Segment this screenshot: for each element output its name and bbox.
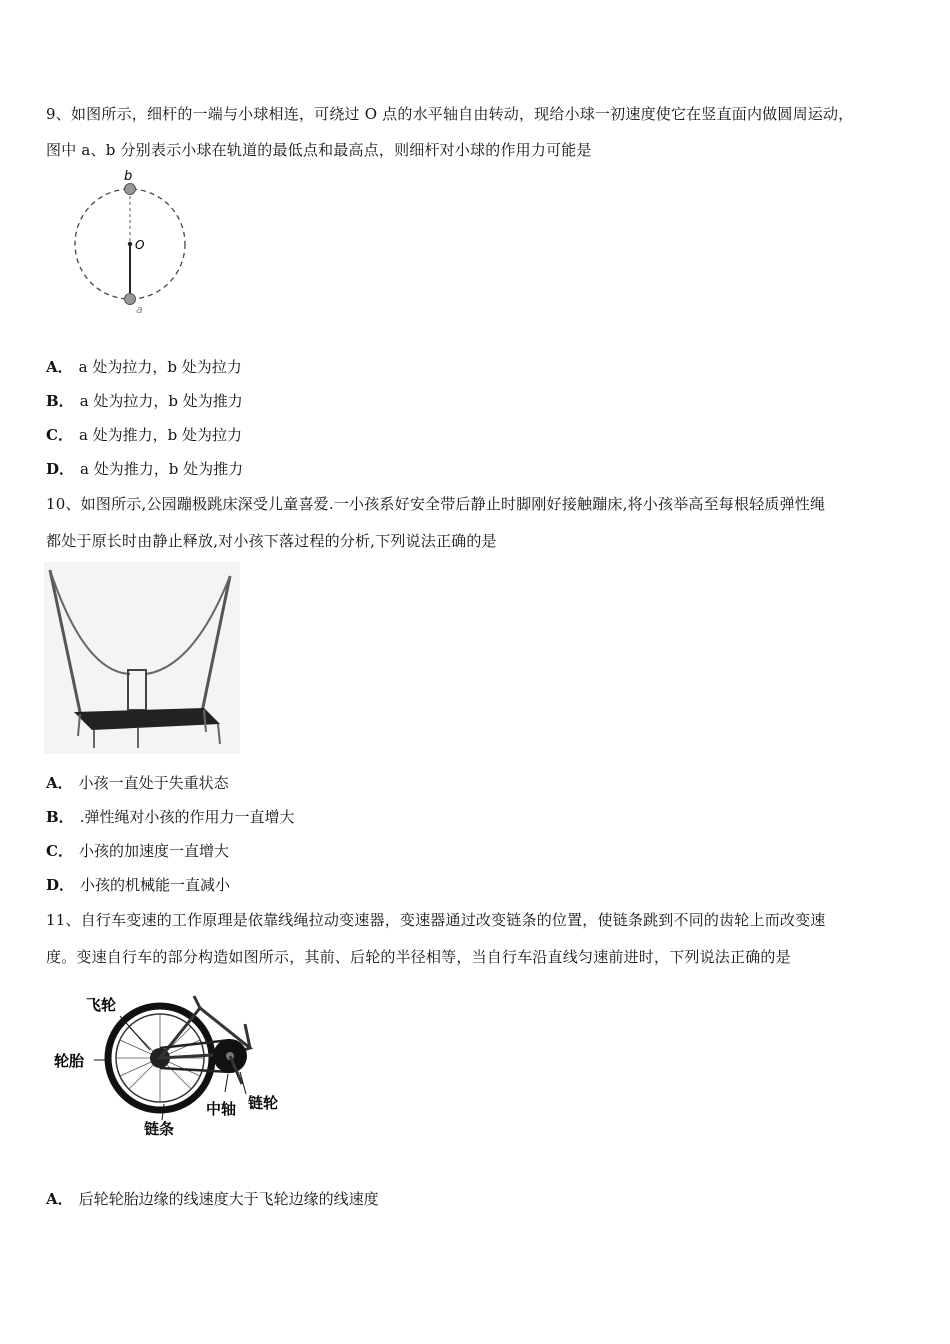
q10-option-b[interactable]: B． .弹性绳对小孩的作用力一直增大 — [46, 808, 295, 826]
q9-option-c[interactable]: C． a 处为推力，b 处为拉力 — [46, 426, 243, 444]
q10-option-d[interactable]: D． 小孩的机械能一直减小 — [46, 876, 231, 894]
q9-circle-figure — [66, 168, 196, 316]
q9-stem-line1: 9、如图所示，细杆的一端与小球相连，可绕过 O 点的水平轴自由转动，现给小球一初速度使它在竖直面内做圆周运动， — [46, 105, 854, 123]
q9-option-a[interactable]: A． a 处为拉力，b 处为拉力 — [46, 358, 242, 376]
q10-option-c[interactable]: C． 小孩的加速度一直增大 — [46, 842, 229, 860]
q11-stem-line2: 度。变速自行车的部分构造如图所示，其前、后轮的半径相等，当自行车沿直线匀速前进时，下列说法正确的是 — [46, 948, 791, 966]
q10-stem-line2: 都处于原长时由静止释放,对小孩下落过程的分析,下列说法正确的是 — [46, 532, 497, 550]
q10-trampoline-figure — [44, 562, 240, 754]
q10-stem-line1: 10、如图所示,公园蹦极跳床深受儿童喜爱.一小孩系好安全带后静止时脚刚好接触蹦床,将小孩举高至每根轻质弹性绳 — [46, 495, 826, 513]
label-tire: 轮胎 — [54, 1052, 85, 1070]
label-flywheel: 飞轮 — [86, 996, 117, 1014]
label-a: a — [136, 303, 143, 316]
q11-stem-line1: 11、自行车变速的工作原理是依靠线绳拉动变速器，变速器通过改变链条的位置，使链条跳到不同的齿轮上而改变速 — [46, 911, 826, 929]
pivot-o — [128, 242, 132, 246]
ball-a — [125, 294, 136, 305]
label-axle: 中轴 — [206, 1100, 237, 1118]
ball-b — [125, 184, 136, 195]
seat-post — [194, 996, 200, 1008]
label-chain: 链条 — [144, 1120, 175, 1138]
label-o: O — [135, 238, 145, 252]
q9-option-b[interactable]: B． a 处为拉力，b 处为推力 — [46, 392, 243, 410]
q11-option-a[interactable]: A． 后轮轮胎边缘的线速度大于飞轮边缘的线速度 — [46, 1190, 379, 1208]
q9-option-d[interactable]: D． a 处为推力，b 处为推力 — [46, 460, 244, 478]
label-b: b — [124, 169, 133, 184]
label-sprocket: 链轮 — [248, 1094, 279, 1112]
q11-bicycle-figure — [50, 988, 300, 1138]
q9-stem-line2: 图中 a、b 分别表示小球在轨道的最低点和最高点，则细杆对小球的作用力可能是 — [46, 141, 592, 159]
q10-option-a[interactable]: A． 小孩一直处于失重状态 — [46, 774, 229, 792]
